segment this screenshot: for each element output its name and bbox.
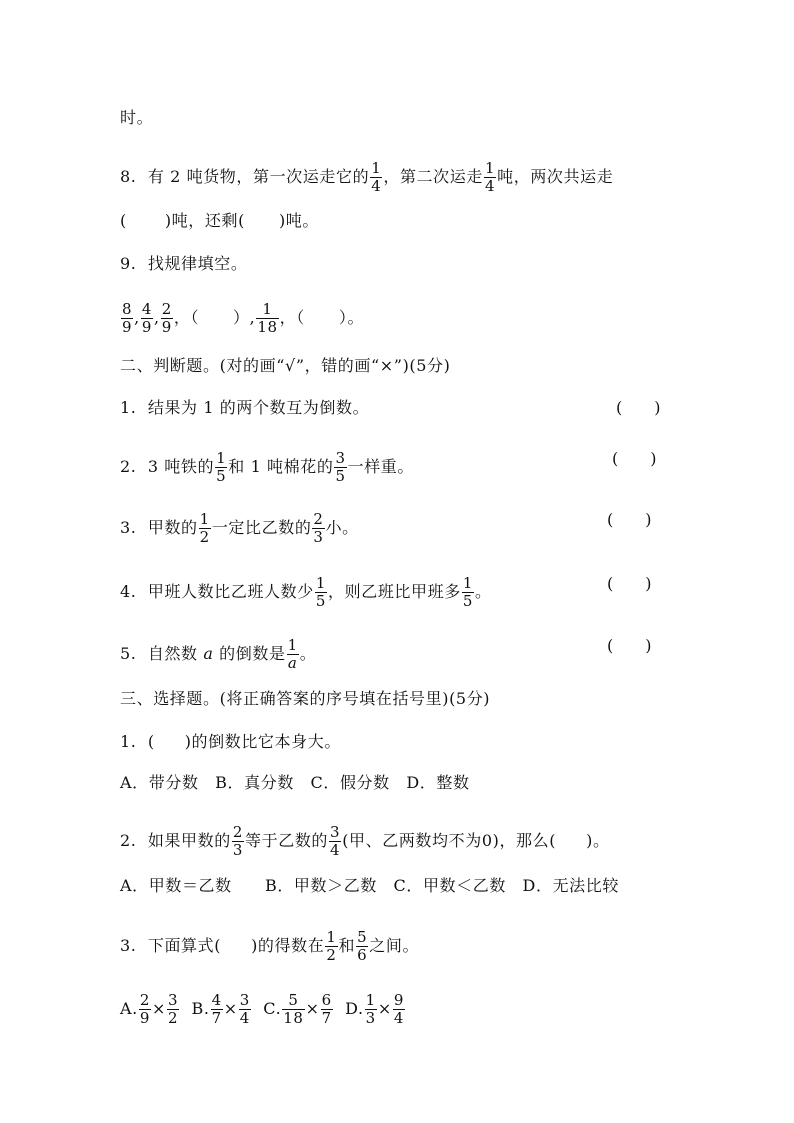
tf-item-1: 1. 结果为 1 的两个数互为倒数。 (120, 398, 370, 417)
fraction: $\frac{8}{9}$ (122, 300, 133, 336)
tf-item-3: 3. 甲数的 $\frac{1}{2}$ 一定比乙数的 $\frac{2}{3}$ 小。 (120, 510, 359, 546)
mc-question-1: 1. ( )的倒数比它本身大。 (120, 732, 341, 751)
tf-item-5: 5. 自然数 a 的倒数是 $\frac{1}{a}$ 。 (120, 636, 317, 672)
question-text: 有 2 吨货物，第一次运走它的 (147, 167, 370, 186)
fraction: $\frac{1}{5}$ (216, 449, 227, 485)
answer-paren[interactable]: ( ) (607, 510, 652, 529)
continuation-text: 时。 (120, 108, 154, 127)
fraction: $\frac{1}{5}$ (462, 574, 473, 610)
mc-question-2-options: A．甲数＝乙数 B．甲数＞乙数 C．甲数＜乙数 D．无法比较 (120, 876, 619, 895)
fraction: $\frac{4}{9}$ (141, 300, 152, 336)
section-title-multiple-choice: 三、选择题。(将正确答案的序号填在括号里)(5分) (120, 689, 491, 708)
fraction: $\frac{1}{18}$ (257, 300, 278, 336)
fraction: $\frac{2}{9}$ (161, 300, 172, 336)
mc-question-3: 3. 下面算式( )的得数在 $\frac{1}{2}$ 和 $\frac{5}{6}$ 之间。 (120, 928, 420, 964)
mc-question-3-options (120, 992, 406, 1027)
tf-item-2: 2. 3 吨铁的 $\frac{1}{5}$ 和 1 吨棉花的 $\frac{3}{5}$ 一样重。 (120, 449, 414, 485)
fraction: $\frac{2}{3}$ (313, 510, 324, 546)
option-a[interactable]: A. $\frac{2}{9}$ × $\frac{3}{2}$ (120, 991, 179, 1027)
question-text: 找规律填空。 (147, 254, 248, 273)
answer-paren[interactable]: ( ) (612, 449, 657, 468)
mc-question-2: 2. 如果甲数的 $\frac{2}{3}$ 等于乙数的 $\frac{3}{4}$ (甲、乙两数均不为0)，那么( )。 (120, 823, 610, 859)
answer-paren[interactable]: ( ) (607, 574, 652, 593)
question-number: 9. (120, 254, 137, 273)
fraction: $\frac{3}{5}$ (335, 449, 346, 485)
fraction: $\frac{1}{4}$ (484, 159, 496, 195)
question-text: 吨，两次共运走 (497, 167, 614, 186)
tf-item-4: 4. 甲班人数比乙班人数少 $\frac{1}{5}$ ，则乙班比甲班多 $\frac{1}{5}$ 。 (120, 574, 492, 610)
option-c[interactable]: C. $\frac{5}{18}$ × $\frac{6}{7}$ (263, 991, 332, 1027)
option-d[interactable]: D. $\frac{1}{3}$ × $\frac{9}{4}$ (345, 991, 404, 1027)
fraction: $\frac{2}{3}$ (232, 823, 244, 859)
section-title-true-false: 二、判断题。(对的画“√”，错的画“×”)(5分) (120, 356, 451, 375)
fraction: $\frac{3}{4}$ (330, 823, 341, 859)
fraction: $\frac{1}{4}$ (371, 159, 382, 195)
fraction: $\frac{1}{5}$ (315, 574, 327, 610)
mc-question-1-options: A．带分数 B．真分数 C．假分数 D．整数 (120, 773, 470, 792)
fraction: $\frac{1}{2}$ (199, 510, 210, 546)
question-text: ，第二次运走 (383, 167, 483, 186)
question-8 (120, 160, 613, 195)
question-8-line-2: ( )吨，还剩( )吨。 (120, 211, 319, 230)
pattern-sequence: $\frac{8}{9}$ , $\frac{4}{9}$ , $\frac{2}{9}$ ，（ ）, $\frac{1}{18}$ ，（ ）。 (122, 300, 365, 336)
fraction: $\frac{1}{2}$ (326, 928, 337, 964)
question-number: 8. (120, 167, 137, 186)
fraction: $\frac{5}{6}$ (357, 928, 368, 964)
answer-paren[interactable]: ( ) (607, 636, 652, 655)
fraction: $\frac{1}{a}$ (287, 636, 298, 672)
option-b[interactable]: B. $\frac{4}{7}$ × $\frac{3}{4}$ (191, 991, 250, 1027)
question-9 (120, 255, 247, 273)
answer-paren[interactable]: ( ) (616, 398, 661, 417)
